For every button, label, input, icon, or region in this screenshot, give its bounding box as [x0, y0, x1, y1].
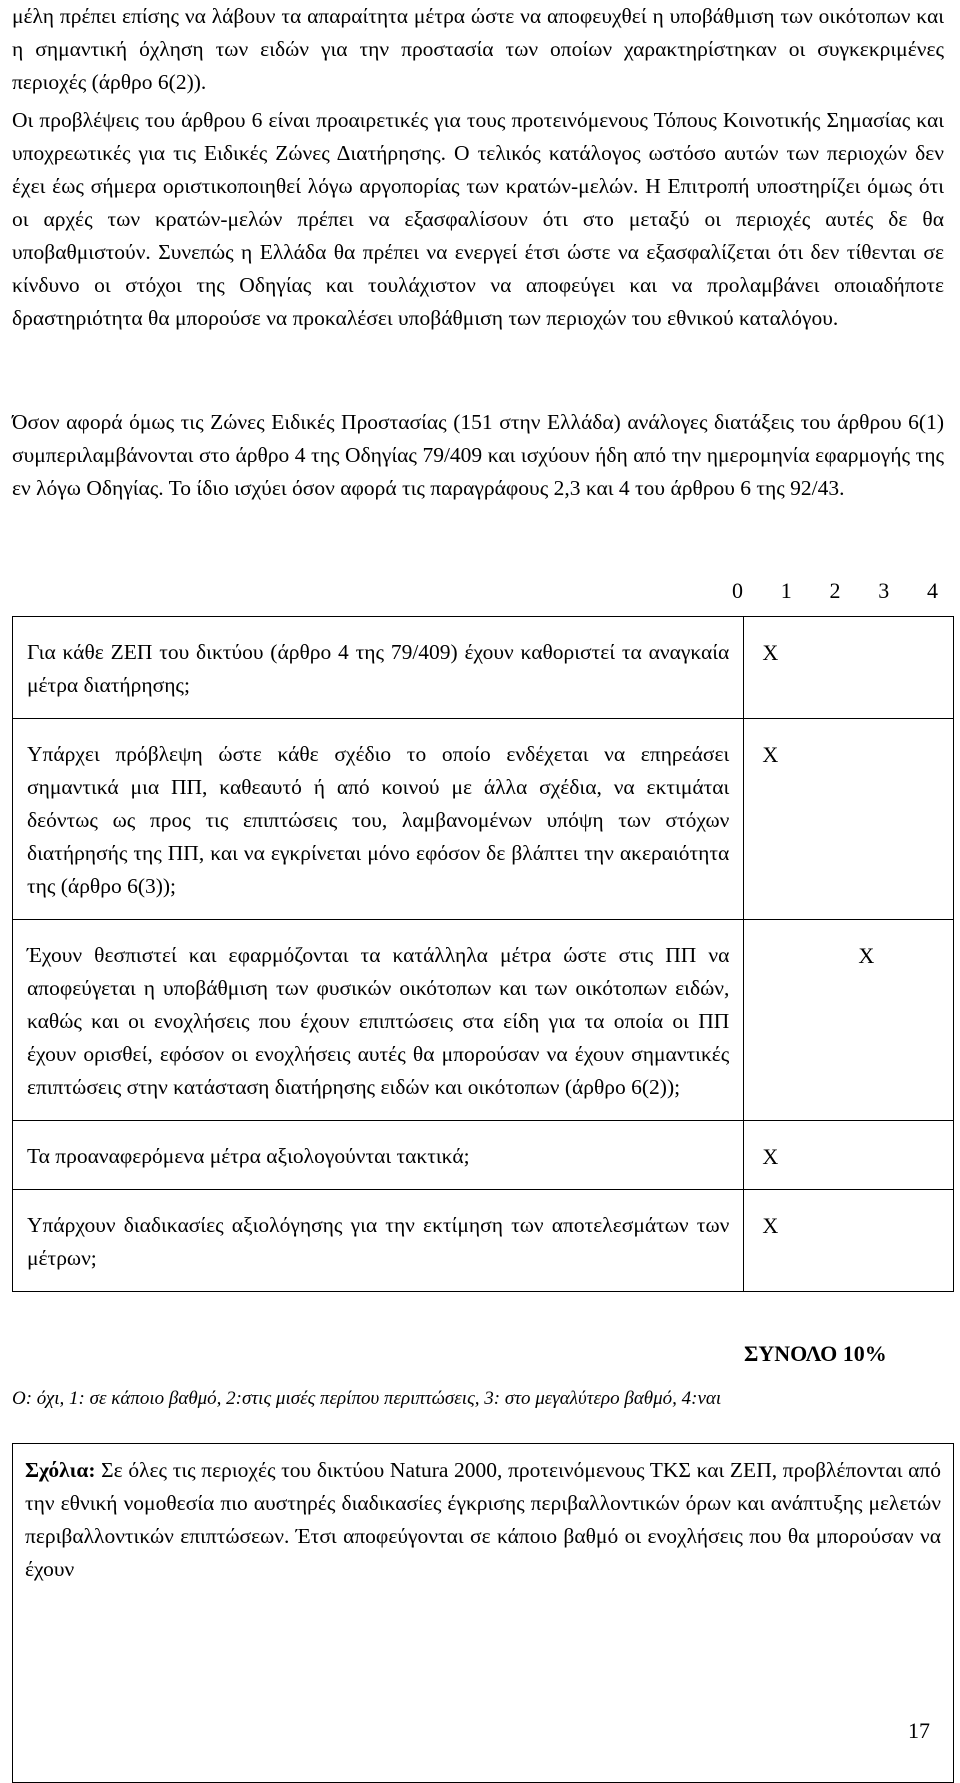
scale-header	[724, 578, 946, 604]
assessment-table	[12, 616, 954, 1292]
table-row	[13, 920, 954, 1121]
table-row	[13, 1121, 954, 1190]
scale-2: 2	[829, 578, 841, 603]
question-cell: Υπάρχουν διαδικασίες αξιολόγησης για την εκτίμηση των αποτελεσμάτων των μέτρων;	[13, 1190, 744, 1292]
paragraph-1: μέλη πρέπει επίσης να λάβουν τα απαραίτητα μέτρα ώστε να αποφευχθεί η υποβάθμιση των οικότοπων και η σημαντική όχληση των ειδών για την προστασία των οποίων χαρακτηρίστηκαν οι συγκεκριμένες περιοχές (άρθρο 6(2)).	[12, 4, 944, 94]
question-cell: Τα προαναφερόμενα μέτρα αξιολογούνται τακτικά;	[13, 1121, 744, 1190]
paragraph-2: Οι προβλέψεις του άρθρου 6 είναι προαιρετικές για τους προτεινόμενους Τόπους Κοινοτικής Σημασίας και υποχρεωτικές για τις Ειδικές Ζώνες Διατήρησης. Ο τελικός κατάλογος ωστόσο αυτών των περιοχών δεν έχει έως σήμερα οριστικοποιηθεί λόγω αργοπορίας των κρατών-μελών. Η Επιτροπή υποστηρίζει όμως ότι οι αρχές των κρατών-μελών πρέπει να εξασφαλίσουν ότι στο μεταξύ οι περιοχές αυτές δε θα υποβαθμιστούν. Συνεπώς η Ελλάδα θα πρέπει να ενεργεί έτσι ώστε να εξασφαλίζεται ότι δεν τίθενται σε κίνδυνο οι στόχοι της Οδηγίας και τουλάχιστον να αποφεύγει και να προλαμβάνει οποιαδήποτε δραστηριότητα θα μπορούσε να προκαλέσει υποβάθμιση των περιοχών του εθνικού καταλόγου.	[12, 108, 944, 330]
comments-box	[12, 1443, 954, 1783]
table-row	[13, 719, 954, 920]
answer-mark: X	[858, 943, 875, 968]
comments-text: Σε όλες τις περιοχές του δικτύου Natura 2000, προτεινόμενους ΤΚΣ και ΖΕΠ, προβλέπονται από την εθνική νομοθεσία πιο αυστηρές διαδικασίες έγκρισης περιβαλλοντικών όρων και ανάπτυξης μελετών περιβαλλοντικών επιπτώσεων. Έτσι αποφεύγονται σε κάποιο βαθμό οι ενοχλήσεις που θα μπορούσαν να έχουν	[25, 1458, 941, 1581]
scale-0: 0	[732, 578, 743, 603]
total-score: ΣΥΝΟΛΟ 10%	[744, 1341, 887, 1366]
answer-cell	[744, 920, 954, 1121]
question-cell: Υπάρχει πρόβλεψη ώστε κάθε σχέδιο το οποίο ενδέχεται να επηρεάσει σημαντικά μια ΠΠ, καθεαυτό ή από κοινού με άλλα σχέδια, να εκτιμάται δεόντως ως προς τις επιπτώσεις του, λαμβανομένων υπόψη των στόχων διατήρησής της ΠΠ, και να εγκρίνεται μόνο εφόσον δε βλάπτει την ακεραιότητα της (άρθρο 6(3));	[13, 719, 744, 920]
scale-1: 1	[780, 578, 792, 603]
answer-mark: X	[762, 1144, 779, 1169]
scale-4: 4	[927, 578, 938, 603]
table-row	[13, 617, 954, 719]
answer-mark: X	[762, 1213, 779, 1238]
answer-cell	[744, 1121, 954, 1190]
answer-cell	[744, 617, 954, 719]
answer-cell	[744, 1190, 954, 1292]
answer-mark: X	[762, 742, 779, 767]
comments-label: Σχόλια:	[25, 1458, 96, 1482]
table-row	[13, 1190, 954, 1292]
scale-3: 3	[878, 578, 890, 603]
answer-cell	[744, 719, 954, 920]
answer-mark: X	[762, 640, 779, 665]
question-cell: Για κάθε ΖΕΠ του δικτύου (άρθρο 4 της 79/409) έχουν καθοριστεί τα αναγκαία μέτρα διατήρησης;	[13, 617, 744, 719]
question-cell: Έχουν θεσπιστεί και εφαρμόζονται τα κατάλληλα μέτρα ώστε στις ΠΠ να αποφεύγεται η υποβάθμιση των φυσικών οικότοπων και των οικότοπων ειδών, καθώς και οι ενοχλήσεις που έχουν επιπτώσεις στα είδη για τα οποία οι ΠΠ έχουν ορισθεί, εφόσον οι ενοχλήσεις αυτές θα μπορούσαν να έχουν σημαντικές επιπτώσεις στην κατάσταση διατήρησης ειδών και οικότοπων (άρθρο 6(2));	[13, 920, 744, 1121]
paragraph-3: Όσον αφορά όμως τις Ζώνες Ειδικές Προστασίας (151 στην Ελλάδα) ανάλογες διατάξεις του άρθρου 6(1) συμπεριλαμβάνονται στο άρθρο 4 της Οδηγίας 79/409 και ισχύουν ήδη από την ημερομηνία εφαρμογής της εν λόγω Οδηγίας. Το ίδιο ισχύει όσον αφορά τις παραγράφους 2,3 και 4 του άρθρου 6 της 92/43.	[12, 410, 944, 500]
page-number: 17	[908, 1718, 930, 1743]
scale-legend: Ο: όχι, 1: σε κάποιο βαθμό, 2:στις μισές περίπου περιπτώσεις, 3: στο μεγαλύτερο βαθμό, 4:ναι	[12, 1388, 722, 1409]
